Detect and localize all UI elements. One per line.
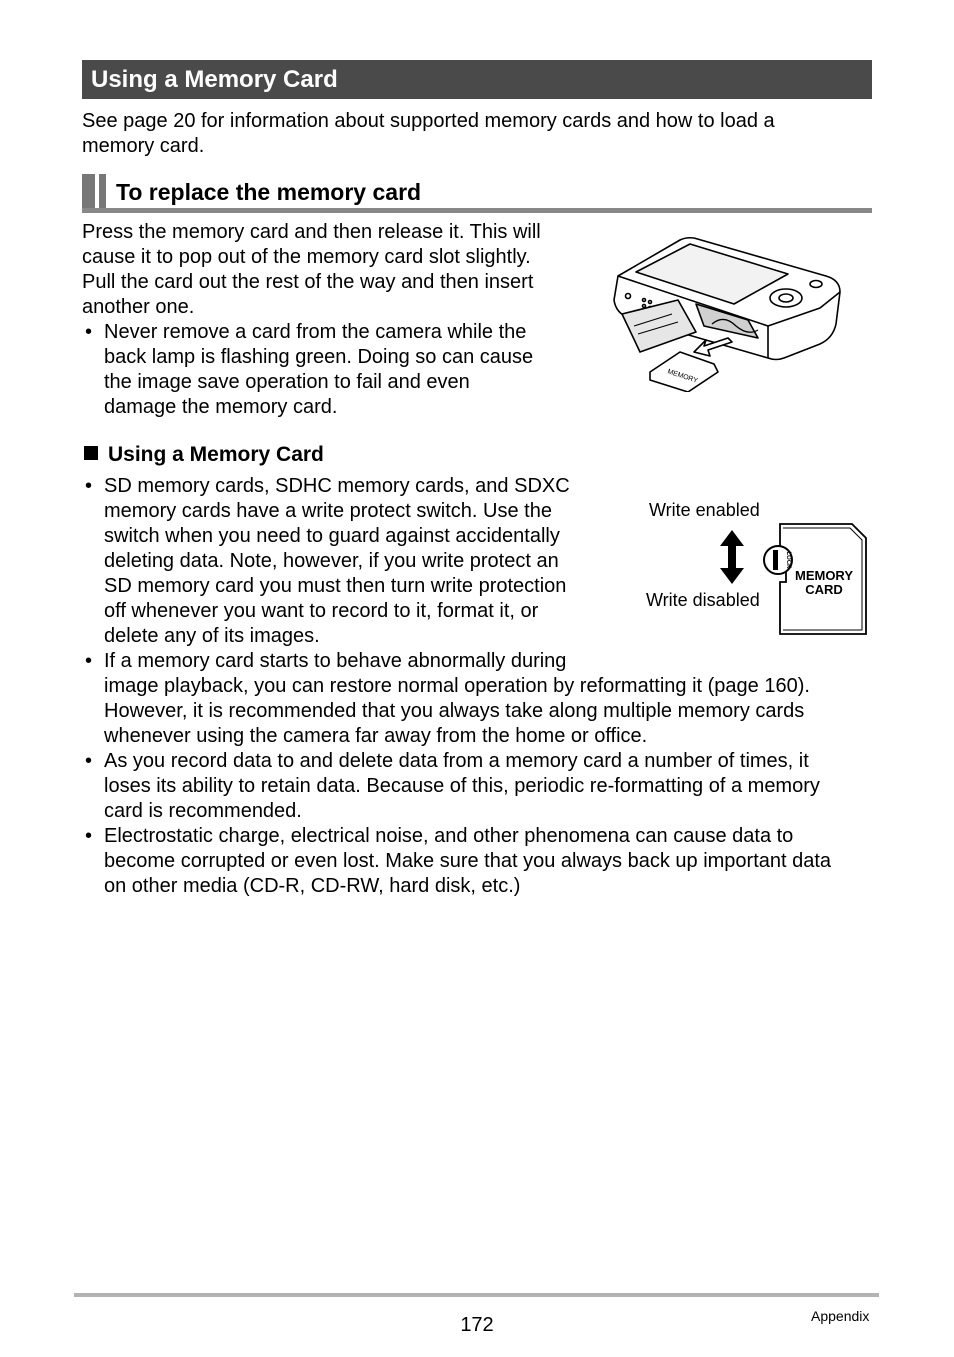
sd-card-diagram <box>716 520 872 640</box>
bullet-line: whenever using the camera far away from the home or office. <box>104 725 648 747</box>
bullet-line: become corrupted or even lost. Make sure that you always back up important data <box>104 850 832 872</box>
replace-paragraph <box>82 220 582 420</box>
list-item <box>82 824 872 899</box>
bullet-line: switch when you need to guard against accidentally <box>104 525 560 547</box>
bullet-line: loses its ability to retain data. Because of this, periodic re-formatting of a memory <box>104 775 820 797</box>
replace-bullets <box>82 320 582 420</box>
black-square-icon <box>84 446 98 460</box>
card-text-line2: CARD <box>805 582 843 597</box>
bullet-line: SD memory card you must then turn write protection <box>104 575 567 597</box>
double-arrow-icon <box>720 530 744 584</box>
bullet-line: However, it is recommended that you always take along multiple memory cards <box>104 700 805 722</box>
using-heading <box>84 442 324 468</box>
heading-bar-mark <box>99 174 106 208</box>
bullet-line: Electrostatic charge, electrical noise, and other phenomena can cause data to <box>104 825 794 847</box>
intro-paragraph <box>82 109 872 159</box>
page-title: Using a Memory Card <box>82 60 872 99</box>
bullet-line: back lamp is flashing green. Doing so can cause <box>104 346 534 368</box>
bullet-line: If a memory card starts to behave abnormally during <box>104 650 567 672</box>
replace-line: cause it to pop out of the memory card slot slightly. <box>82 246 531 268</box>
intro-line: memory card. <box>82 135 205 157</box>
bullet-dot: • <box>85 825 93 847</box>
card-text-line1: MEMORY <box>794 568 854 583</box>
bullet-line: image playback, you can restore normal operation by reformatting it (page 160). <box>104 675 810 697</box>
list-item <box>82 649 872 749</box>
replace-line: Pull the card out the rest of the way and then insert <box>82 271 534 293</box>
bullet-dot: • <box>85 750 93 772</box>
bullet-dot: • <box>85 650 93 672</box>
using-heading-text: Using a Memory Card <box>108 443 324 466</box>
card-label: MEMORY <box>666 368 699 385</box>
replace-heading <box>82 174 872 213</box>
replace-line: Press the memory card and then release it. This will <box>82 221 541 243</box>
bullet-dot: • <box>85 321 93 343</box>
bullet-dot: • <box>85 475 93 497</box>
heading-bar-mark <box>82 174 95 208</box>
intro-line: See page 20 for information about supported memory cards and how to load a <box>82 110 775 132</box>
write-enabled-label: Write enabled <box>649 500 760 520</box>
list-item <box>82 749 872 824</box>
write-disabled-label: Write disabled <box>646 590 760 610</box>
bullet-line: Never remove a card from the camera while the <box>104 321 527 343</box>
bullet-line: delete any of its images. <box>104 625 320 647</box>
footer-section: Appendix <box>811 1308 870 1324</box>
bullet-line: deleting data. Note, however, if you write protect an <box>104 550 559 572</box>
footer-rule <box>74 1293 879 1297</box>
camera-card-illustration <box>608 234 848 392</box>
lock-label: LOCK <box>785 551 791 569</box>
bullet-line: off whenever you want to record to it, format it, or <box>104 600 539 622</box>
bullet-line: SD memory cards, SDHC memory cards, and SDXC <box>104 475 570 497</box>
bullet-line: card is recommended. <box>104 800 302 822</box>
list-item <box>82 320 582 420</box>
bullet-line: memory cards have a write protect switch. Use the <box>104 500 552 522</box>
bullet-line: on other media (CD-R, CD-RW, hard disk, etc.) <box>104 875 521 897</box>
replace-heading-text: To replace the memory card <box>116 179 422 205</box>
page-number: 172 <box>460 1314 494 1336</box>
bullet-line: As you record data to and delete data from a memory card a number of times, it <box>104 750 809 772</box>
replace-line: another one. <box>82 296 195 318</box>
bullet-line: damage the memory card. <box>104 396 338 418</box>
bullet-line: the image save operation to fail and even <box>104 371 470 393</box>
